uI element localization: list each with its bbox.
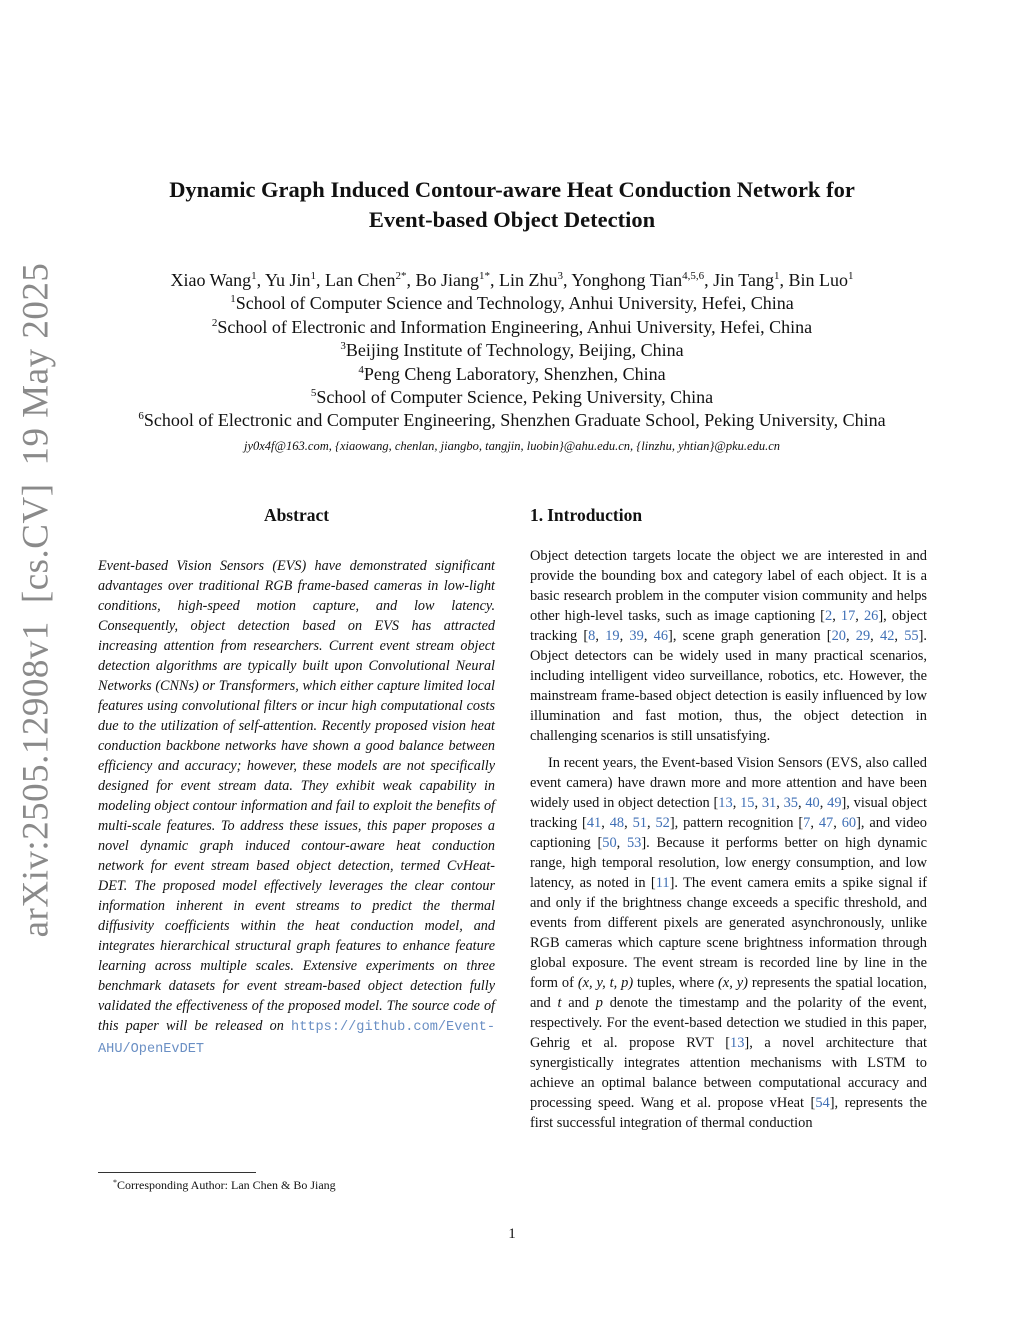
author: [265, 270, 316, 290]
author-name: Yu Jin: [265, 270, 311, 290]
author: [416, 270, 491, 290]
section-title: Introduction: [547, 505, 643, 525]
citation-link[interactable]: 49: [827, 795, 842, 811]
affiliation: [0, 409, 1024, 432]
author-block: [0, 269, 1024, 433]
citation-link[interactable]: 46: [653, 628, 669, 644]
citation-link[interactable]: 52: [655, 815, 670, 831]
footnote-divider: [98, 1172, 256, 1173]
author-name: Lan Chen: [325, 270, 396, 290]
body-text: ], object tracking [: [530, 608, 927, 644]
affiliation-text: Beijing Institute of Technology, Beijing, China: [345, 340, 684, 361]
affiliation: [0, 292, 1024, 315]
body-text: ,: [819, 795, 828, 811]
citation-link[interactable]: 40: [805, 795, 820, 811]
citation-link[interactable]: 48: [609, 815, 625, 831]
paper-title-line-1: Dynamic Graph Induced Contour-aware Heat Conduction Network for: [169, 177, 855, 202]
author-affiliation-mark: 3: [557, 270, 564, 282]
author-affiliation-mark: 1: [774, 270, 780, 282]
body-text: ,: [870, 628, 880, 644]
section-number: 1.: [530, 505, 544, 525]
affiliation-text: School of Computer Science, Peking University, China: [316, 387, 714, 408]
body-text: ], pattern recognition [: [669, 815, 804, 831]
citation-link[interactable]: 31: [761, 795, 777, 811]
citation-link[interactable]: 8: [588, 628, 596, 644]
author-emails: jy0x4f@163.com, {xiaowang, chenlan, jiangbo, tangjin, luobin}@ahu.edu.cn, {linzhu, yhtian}@pku.edu.cn: [243, 439, 781, 453]
affiliation: [0, 363, 1024, 386]
citation-link[interactable]: 29: [855, 628, 871, 644]
body-text: ,: [797, 795, 806, 811]
body-text: and: [561, 995, 596, 1011]
author-name: Bin Luo: [788, 270, 849, 290]
affiliation-text: Peng Cheng Laboratory, Shenzhen, China: [363, 363, 666, 384]
author: [325, 270, 406, 290]
introduction-body: [530, 546, 927, 1133]
citation-link[interactable]: 35: [783, 795, 798, 811]
citation-link[interactable]: 2: [824, 608, 833, 624]
citation-link[interactable]: 50: [602, 835, 617, 851]
body-text: ], a novel architecture that synergistically integrates attention mechanisms with LSTM to achieve an optimal balance between computational accuracy and processing speed. Wang et al. propose vHeat [: [530, 1035, 928, 1111]
citation-link[interactable]: 19: [605, 628, 620, 644]
math-expression: p: [595, 995, 603, 1011]
body-text: ,: [732, 795, 741, 811]
citation-link[interactable]: 17: [840, 608, 856, 624]
body-text: represents the spatial location, and: [530, 975, 928, 1011]
paper-title: [0, 175, 1024, 235]
body-text: ,: [754, 795, 762, 811]
abstract-body: [98, 556, 495, 1060]
affiliation-number: 4: [358, 363, 364, 376]
affiliation-number: 1: [230, 293, 236, 306]
author-name: Lin Zhu: [499, 270, 558, 290]
citation-link[interactable]: 60: [841, 815, 857, 831]
introduction-paragraph: [530, 546, 927, 746]
body-text: ,: [619, 628, 630, 644]
body-text: ,: [643, 628, 654, 644]
citation-link[interactable]: 54: [815, 1095, 830, 1111]
body-text: ,: [832, 608, 841, 624]
author: [170, 270, 256, 290]
affiliation-text: School of Computer Science and Technology, Anhui University, Hefei, China: [235, 293, 794, 314]
author-name: Bo Jiang: [415, 270, 480, 290]
author-affiliation-mark: 4,5,6: [682, 270, 705, 282]
citation-link[interactable]: 47: [818, 815, 834, 831]
affiliation-number: 5: [310, 387, 317, 400]
body-text: ,: [833, 815, 842, 831]
body-text: ]. The event camera emits a spike signal if and only if the brightness change exceeds a specific threshold, and events from different pixels are generated asynchronously, unlike RGB cameras which capture scene brightness information through global exposure. The event stream is recorded line by line in the form of: [530, 875, 927, 991]
body-text: ,: [894, 628, 905, 644]
affiliation-text: School of Electronic and Computer Engineering, Shenzhen Graduate School, Peking University, China: [143, 410, 886, 431]
affiliation-number: 3: [340, 340, 346, 353]
body-text: ,: [810, 815, 819, 831]
arxiv-category: [cs.CV]: [15, 483, 57, 604]
math-expression: (x, y, t, p): [577, 975, 634, 991]
body-text: ,: [601, 815, 610, 831]
body-text: In recent years, the Event-based Vision Sensors (EVS, also called event camera) have drawn more and more attention and have been widely used in object detection [: [530, 755, 927, 811]
author: [713, 270, 779, 290]
body-text: ,: [855, 608, 864, 624]
author-name: Yonghong Tian: [571, 270, 683, 290]
author-affiliation-mark: 1: [251, 270, 257, 282]
body-text: denote the timestamp and the polarity of the event, respectively. For the event-based detection we studied in this paper, Gehrig et al. propose RVT [: [530, 995, 927, 1051]
abstract-text: Event-based Vision Sensors (EVS) have demonstrated significant advantages over traditional RGB frame-based cameras in low-light conditions, high-speed motion capture, and low latency. Consequently, object detection based on EVS has attracted increasing attention from researchers. Current event stream object detection algorithms are typically built upon Convolutional Neural Networks (CNNs) or Transformers, which either capture limited local features using convolutional filters or incur high computational costs due to the utilization of self-attention. Recently proposed vision heat conduction backbone networks have shown a good balance between efficiency and accuracy; however, these models are not specifically designed for event stream data. They exhibit weak capability in modeling object contour information and fail to exploit the benefits of multi-scale features. To address these issues, this paper proposes a novel dynamic graph induced contour-aware heat conduction network for event stream based object detection, termed CvHeat-DET. The proposed model effectively leverages the clear contour information inherent in event streams to predict the thermal diffusivity coefficients within the heat conduction model, and integrates hierarchical structural graph features to enhance feature learning across multiple scales. Extensive experiments on three benchmark datasets for event stream-based object detection fully validated the effectiveness of the proposed model. The source code of this paper will be released on: [98, 558, 495, 1034]
author-name: Jin Tang: [713, 270, 775, 290]
affiliation: [0, 386, 1024, 409]
body-text: ,: [646, 815, 656, 831]
citation-link[interactable]: 13: [718, 795, 733, 811]
citation-link[interactable]: 13: [730, 1035, 745, 1051]
citation-link[interactable]: 41: [586, 815, 602, 831]
page-number: 1: [508, 1226, 516, 1242]
body-text: ,: [616, 835, 627, 851]
body-text: ]. Object detectors can be widely used in many practical scenarios, including intelligent video surveillance, robotics, etc. However, the mainstream frame-based object detection is easily influenced by low illumination and fast motion, thus, the object detection in challenging scenarios is still unsatisfying.: [530, 628, 927, 744]
footnote-text: Corresponding Author: Lan Chen & Bo Jiang: [117, 1178, 336, 1192]
citation-link[interactable]: 53: [626, 835, 642, 851]
citation-link[interactable]: 51: [632, 815, 647, 831]
arxiv-id: arXiv:2505.12908v1: [15, 621, 57, 938]
author-affiliation-mark: 1: [310, 270, 317, 282]
footnote-mark: *: [113, 1178, 117, 1187]
citation-link[interactable]: 39: [629, 628, 644, 644]
citation-link[interactable]: 55: [904, 628, 919, 644]
math-expression: t: [557, 995, 562, 1011]
affiliation-number: 6: [138, 410, 144, 423]
introduction-paragraph: [530, 753, 927, 1133]
corresponding-author-footnote: [113, 1178, 336, 1193]
body-text: ,: [776, 795, 784, 811]
body-text: ]. Because it performs better on high dynamic range, high temporal resolution, low energy consumption, and low latency, as noted in [: [530, 835, 927, 891]
arxiv-date: 19 May 2025: [15, 262, 57, 466]
affiliation-number: 2: [211, 316, 218, 329]
introduction-heading: [530, 505, 642, 526]
affiliation: [0, 339, 1024, 362]
affiliation: [0, 316, 1024, 339]
citation-link[interactable]: 42: [880, 628, 895, 644]
affiliation-list: [0, 292, 1024, 432]
citation-link[interactable]: 7: [803, 815, 811, 831]
body-text: ,: [845, 628, 856, 644]
body-text: ], represents the first successful integration of thermal conduction: [530, 1095, 927, 1131]
author: [571, 270, 704, 290]
body-text: ,: [624, 815, 633, 831]
paper-title-line-2: Event-based Object Detection: [368, 207, 656, 232]
body-text: Object detection targets locate the object we are interested in and provide the bounding box and category label of each object. It is a basic research problem in the computer vision community and helps other high-level tasks, such as image captioning [: [530, 548, 927, 624]
author-affiliation-mark: 2*: [395, 270, 407, 282]
citation-link[interactable]: 26: [863, 608, 879, 624]
author-affiliation-mark: 1: [848, 270, 854, 282]
citation-link[interactable]: 15: [740, 795, 755, 811]
body-text: tuples, where: [633, 975, 719, 991]
author-name: Xiao Wang: [170, 270, 252, 290]
citation-link[interactable]: 11: [655, 875, 670, 891]
body-text: ,: [595, 628, 606, 644]
body-text: ], and video captioning [: [530, 815, 928, 851]
source-code-link[interactable]: https://github.com/Event-AHU/OpenEvDET: [98, 1020, 495, 1057]
body-text: ], visual object tracking [: [530, 795, 927, 831]
abstract-heading: Abstract: [263, 505, 330, 525]
author-affiliation-mark: 1*: [479, 270, 491, 282]
affiliation-text: School of Electronic and Information Engineering, Anhui University, Hefei, China: [217, 316, 813, 337]
author: [789, 270, 854, 290]
author: [499, 270, 563, 290]
body-text: ], scene graph generation [: [668, 628, 832, 644]
citation-link[interactable]: 20: [831, 628, 846, 644]
author-list: Xiao Wang$^1$, Yu Jin$^1$, Lan Chen$^{2*}$, Bo Jiang$^{1*}$, Lin Zhu$^3$, Yonghong Tian$^{4,5,6}$, Jin Tang$^1$, Bin Luo$^1$: [170, 270, 854, 290]
math-expression: (x, y): [718, 975, 748, 991]
